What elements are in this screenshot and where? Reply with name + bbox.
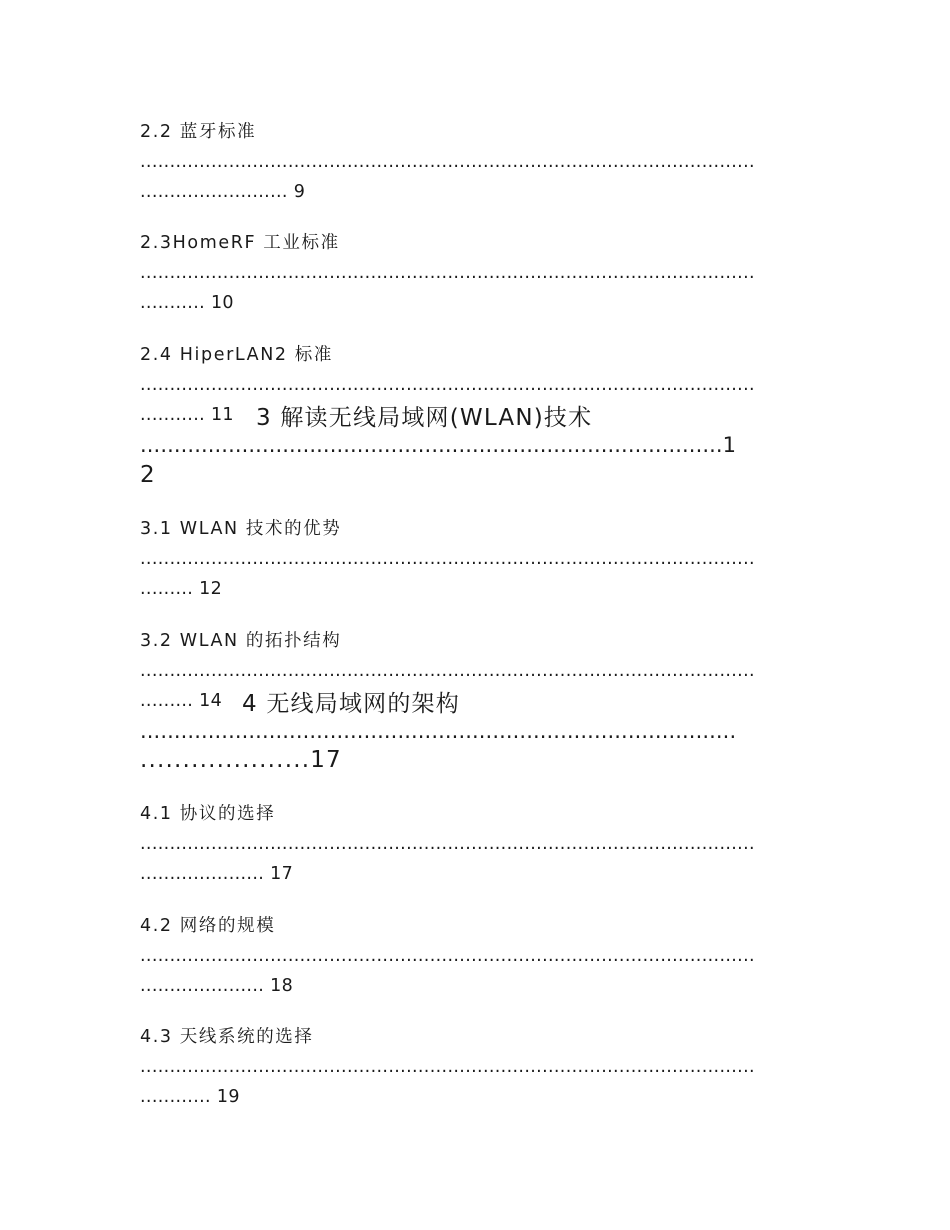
toc-dot-leader: ........................................................................................ — [140, 719, 737, 743]
toc-chapter-title: 3 解读无线局域网(WLAN)技术 — [256, 405, 593, 431]
toc-dot-leader: ........................................................................................................ — [140, 375, 755, 395]
toc-dot-leader: ......................................................................................1 — [140, 433, 737, 457]
toc-dot-leader: ........................................................................................................ — [140, 549, 755, 569]
toc-entry-title: 3.2 WLAN 的拓扑结构 — [140, 631, 342, 651]
toc-dot-leader: ........................................................................................................ — [140, 834, 755, 854]
toc-page-number: ..................... 18 — [140, 976, 294, 996]
toc-dot-leader: ........................................................................................................ — [140, 661, 755, 681]
toc-entry-title: 4.2 网络的规模 — [140, 916, 276, 936]
toc-chapter-title: 4 无线局域网的架构 — [242, 691, 460, 717]
toc-entry-title: 2.2 蓝牙标准 — [140, 122, 257, 142]
toc-entry-title: 2.4 HiperLAN2 标准 — [140, 345, 333, 365]
toc-page-number: ......... 14 — [140, 691, 223, 711]
toc-page-number: ..................... 17 — [140, 864, 294, 884]
toc-page-number: ............ 19 — [140, 1087, 240, 1107]
toc-entry-title: 2.3HomeRF 工业标准 — [140, 233, 340, 253]
toc-page-number: ........... 10 — [140, 293, 234, 313]
toc-entry-title: 4.1 协议的选择 — [140, 804, 276, 824]
toc-entry-title: 4.3 天线系统的选择 — [140, 1027, 314, 1047]
toc-page-number: 2 — [140, 462, 156, 488]
toc-dot-leader: ........................................................................................................ — [140, 1057, 755, 1077]
toc-page-number: ........... 11 — [140, 405, 234, 425]
toc-page-number: ......................... 9 — [140, 182, 306, 202]
toc-dot-leader: ........................................................................................................ — [140, 946, 755, 966]
toc-entry-title: 3.1 WLAN 技术的优势 — [140, 519, 342, 539]
toc-page-number: ......... 12 — [140, 579, 223, 599]
toc-dot-leader: ........................................................................................................ — [140, 152, 755, 172]
toc-page-number: ....................17 — [140, 747, 342, 773]
toc-dot-leader: ........................................................................................................ — [140, 263, 755, 283]
